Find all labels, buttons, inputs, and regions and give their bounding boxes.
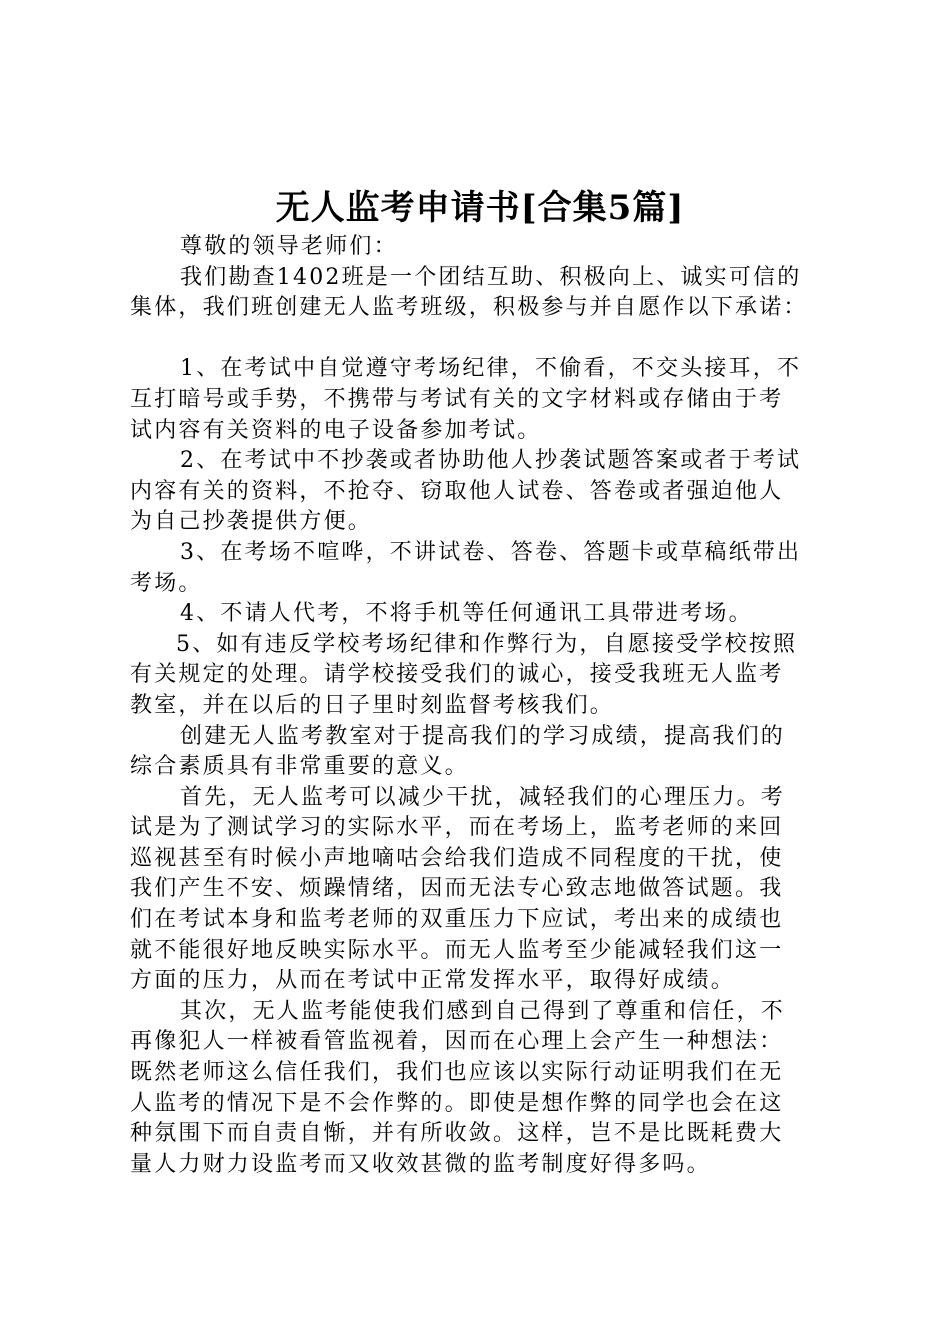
- text-line: 其次，无人监考能使我们感到自己得到了尊重和信任，不: [180, 998, 786, 1024]
- blank-line: [130, 324, 830, 355]
- salutation: 尊敬的领导老师们：: [180, 234, 398, 259]
- text-line: 我们勘查1402班是一个团结互助、积极向上、诚实可信的: [180, 264, 802, 290]
- text-line: 试是为了测试学习的实际水平，而在考场上，监考老师的来回: [130, 815, 784, 841]
- text-line: 巡视甚至有时候小声地嘀咕会给我们造成不同程度的干扰，使: [130, 845, 784, 871]
- intro-paragraph: [130, 263, 830, 324]
- text-line: 既然老师这么信任我们，我们也应该以实际行动证明我们在无: [130, 1060, 784, 1086]
- text-line: 考场。: [130, 570, 203, 596]
- text-line: 为自己抄袭提供方便。: [130, 509, 373, 535]
- text-line: 互打暗号或手势，不携带与考试有关的文字材料或存储由于考: [130, 386, 784, 412]
- text-line: 试内容有关资料的电子设备参加考试。: [130, 417, 542, 443]
- text-line: 我们产生不安、烦躁情绪，因而无法专心致志地做答试题。我: [130, 876, 784, 902]
- second-reason-paragraph: [130, 997, 830, 1181]
- document-page: [130, 184, 830, 1180]
- pledge-item-1: [130, 354, 830, 446]
- document-title: 无人监考申请书[合集5篇]: [275, 188, 685, 228]
- text-line: 教室，并在以后的日子里时刻监督考核我们。: [130, 692, 615, 718]
- text-line: 2、在考试中不抄袭或者协助他人抄袭试题答案或者于考试: [180, 448, 802, 474]
- text-line: 内容有关的资料，不抢夺、窃取他人试卷、答卷或者强迫他人: [130, 478, 784, 504]
- text-line: 再像犯人一样被看管监视着，因而在心理上会产生一种想法：: [130, 1029, 784, 1055]
- text-line: 3、在考场不喧哗，不讲试卷、答卷、答题卡或草稿纸带出: [180, 539, 802, 565]
- text-line: 有关规定的处理。请学校接受我们的诚心，接受我班无人监考: [130, 662, 784, 688]
- text-line: 5、如有违反学校考场纪律和作弊行为，自愿接受学校按照: [176, 631, 798, 657]
- text-line: 们在考试本身和监考老师的双重压力下应试，考出来的成绩也: [130, 907, 784, 933]
- text-line: 就不能很好地反映实际水平。而无人监考至少能减轻我们这一: [130, 937, 784, 963]
- pledge-item-2: [130, 446, 830, 538]
- text-line: 创建无人监考教室对于提高我们的学习成绩，提高我们的: [180, 723, 786, 749]
- text-line: 综合素质具有非常重要的意义。: [130, 754, 469, 780]
- text-line: 4、不请人代考，不将手机等任何通讯工具带进考场。: [180, 601, 753, 627]
- text-line: 首先，无人监考可以减少干扰，减轻我们的心理压力。考: [180, 784, 786, 810]
- text-line: 方面的压力，从而在考试中正常发挥水平，取得好成绩。: [130, 968, 736, 994]
- pledge-item-4: [130, 599, 830, 630]
- text-line: 量人力财力设监考而又收效甚微的监考制度好得多吗。: [130, 1151, 711, 1177]
- pledge-item-5: [130, 630, 830, 722]
- significance-paragraph: [130, 722, 830, 783]
- first-reason-paragraph: [130, 783, 830, 997]
- text-line: 集体，我们班创建无人监考班级，积极参与并自愿作以下承诺：: [130, 295, 808, 321]
- text-line: 人监考的情况下是不会作弊的。即使是想作弊的同学也会在这: [130, 1090, 784, 1116]
- text-line: 种氛围下而自责自惭，并有所收敛。这样，岂不是比既耗费大: [130, 1121, 784, 1147]
- text-line: 1、在考试中自觉遵守考场纪律，不偷看，不交头接耳，不: [180, 356, 802, 382]
- pledge-item-3: [130, 538, 830, 599]
